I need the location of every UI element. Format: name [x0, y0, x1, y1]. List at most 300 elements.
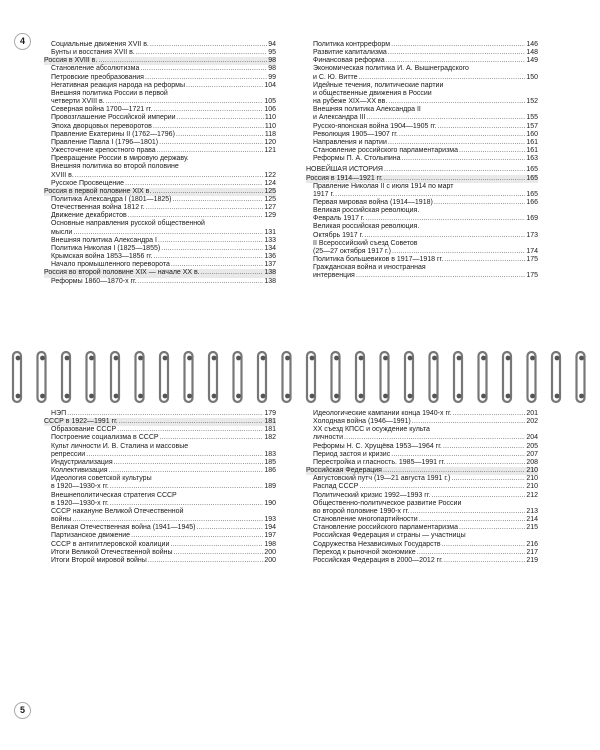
- toc-page-number: 163: [526, 155, 538, 163]
- toc-page-number: 157: [526, 122, 538, 130]
- dot-leader: [131, 532, 263, 540]
- dot-leader: [335, 191, 525, 199]
- toc-entry: [44, 253, 276, 261]
- toc-page-number: 193: [264, 516, 276, 524]
- toc-entry-title: Великая Отечественная война (1941—1945): [51, 524, 196, 532]
- dot-leader: [399, 131, 525, 139]
- toc-entry: [44, 492, 276, 500]
- toc-page-number: 106: [264, 106, 276, 114]
- toc-entry-title: Революция 1905—1907 гг.: [313, 130, 398, 138]
- toc-entry-title: Коллективизация: [51, 467, 108, 475]
- toc-page-number: 174: [526, 247, 538, 255]
- toc-entry: [44, 41, 276, 49]
- toc-entry-title: Северная война 1700—1721 гг.: [51, 106, 153, 114]
- toc-page-number: 133: [264, 236, 276, 244]
- toc-entry-title: Содружества Независимых Государств: [313, 540, 441, 548]
- toc-page-number: 179: [264, 410, 276, 417]
- toc-page-number: 201: [526, 410, 538, 417]
- toc-entry: [306, 434, 538, 442]
- toc-entry: [44, 172, 276, 180]
- toc-page-number: 138: [264, 269, 276, 277]
- toc-entry-title: Внешняя политика Александра II: [313, 106, 421, 114]
- toc-page-number: 210: [526, 475, 538, 483]
- toc-entry: [306, 183, 538, 191]
- toc-entry: [306, 240, 538, 248]
- toc-page-number: 120: [264, 138, 276, 146]
- toc-entry-title: СССР в 1922—1991 гг.: [44, 418, 118, 426]
- toc-page-number: 152: [526, 98, 538, 106]
- toc-entry: [306, 459, 538, 467]
- toc-entry-title: и С. Ю. Витте: [313, 73, 358, 81]
- toc-entry-title: Октябрь 1917 г.: [313, 231, 364, 239]
- dot-leader: [154, 253, 264, 261]
- dot-leader: [392, 248, 525, 256]
- toc-entry: [306, 492, 538, 500]
- toc-section-heading: [44, 188, 276, 196]
- dot-leader: [86, 451, 263, 459]
- dot-leader: [419, 516, 526, 524]
- binding-ring-icon: [234, 352, 242, 402]
- toc-entry-title: Направления и партии: [313, 138, 387, 146]
- toc-page-number: 104: [264, 81, 276, 89]
- toc-entry-title: Основные направления русской общественной: [51, 220, 205, 228]
- toc-entry: [306, 106, 538, 114]
- toc-page-number: 186: [264, 467, 276, 475]
- toc-page-number: 183: [264, 450, 276, 458]
- toc-page-number: 122: [264, 171, 276, 179]
- toc-entry-title: в 1920—1930-х гг.: [51, 483, 109, 491]
- toc-entry-title: Политический кризис 1992—1993 гг.: [313, 491, 431, 499]
- toc-entry-title: Эпоха дворцовых переворотов: [51, 122, 152, 130]
- toc-page-number: 210: [526, 483, 538, 491]
- dot-leader: [73, 229, 263, 237]
- toc-entry: [306, 114, 538, 122]
- toc-entry-title: Августовский путч (19—21 августа 1991 г.): [313, 475, 451, 483]
- page-number-bottom: 5: [14, 702, 31, 719]
- toc-entry-title: II Всероссийский съезд Советов: [313, 239, 418, 247]
- dot-leader: [114, 459, 264, 467]
- toc-entry-title: Холодная война (1946—1991): [313, 418, 411, 426]
- dot-leader: [148, 557, 264, 565]
- toc-page-number: 175: [526, 272, 538, 280]
- binding-ring-icon: [430, 352, 438, 402]
- toc-page-number: 150: [526, 73, 538, 81]
- binding-ring-icon: [38, 352, 46, 402]
- toc-entry: [44, 524, 276, 532]
- binding-ring-icon: [87, 352, 95, 402]
- toc-entry-title: Россия во второй половине XIX — начале XX в.: [44, 269, 200, 277]
- binding-ring-icon: [160, 352, 168, 402]
- toc-entry: [44, 74, 276, 82]
- toc-entry: [44, 278, 276, 286]
- toc-entry: [306, 418, 538, 426]
- toc-entry-title: 1917 г.: [313, 190, 335, 198]
- toc-page-number: 124: [264, 179, 276, 187]
- toc-page-number: 160: [526, 130, 538, 138]
- toc-page-number: 185: [264, 458, 276, 466]
- toc-entry: [306, 272, 538, 280]
- toc-entry: [306, 557, 538, 565]
- binding-ring-icon: [381, 352, 389, 402]
- toc-entry-title: войны: [51, 516, 72, 524]
- binding-ring-icon: [552, 352, 560, 402]
- toc-entry-title: Становление российского парламентаризма: [313, 524, 458, 532]
- toc-page-number: 129: [264, 212, 276, 220]
- toc-entry: [306, 541, 538, 549]
- dot-leader: [140, 65, 267, 73]
- toc-entry: [306, 207, 538, 215]
- dot-leader: [119, 418, 264, 426]
- dot-leader: [197, 524, 264, 532]
- toc-entry-title: Реформы 1860—1870-х гг.: [51, 277, 137, 285]
- toc-entry-title: Отечественная война 1812 г.: [51, 204, 145, 212]
- toc-page-number: 118: [264, 130, 276, 138]
- toc-entry: [306, 199, 538, 207]
- toc-entry-title: Развитие капитализма: [313, 49, 387, 57]
- toc-entry-title: Реформы Н. С. Хрущёва 1953—1964 гг.: [313, 442, 442, 450]
- dot-leader: [367, 114, 526, 122]
- toc-entry-title: Социальные движения XVII в.: [51, 41, 149, 48]
- dot-leader: [386, 57, 526, 65]
- toc-page-number: 110: [264, 122, 276, 130]
- toc-entry: [306, 74, 538, 82]
- toc-entry-title: Построение социализма в СССР: [51, 434, 159, 442]
- toc-entry: [44, 451, 276, 459]
- dot-leader: [110, 483, 264, 491]
- toc-page-number: 110: [264, 114, 276, 122]
- toc-entry: [306, 65, 538, 73]
- toc-entry-title: Реформы П. А. Столыпина: [313, 155, 401, 163]
- toc-column-bottom-right: [306, 410, 538, 565]
- toc-page-number: 198: [264, 540, 276, 548]
- toc-page-number: 166: [526, 198, 538, 206]
- toc-page-number: 149: [526, 57, 538, 65]
- dot-leader: [391, 451, 525, 459]
- dot-leader: [442, 541, 526, 549]
- dot-leader: [364, 232, 525, 240]
- dot-leader: [125, 180, 263, 188]
- dot-leader: [146, 204, 264, 212]
- toc-entry: [44, 459, 276, 467]
- toc-page-number: 205: [526, 442, 538, 450]
- toc-entry-title: четверти XVIII в.: [51, 98, 105, 106]
- dot-leader: [136, 49, 267, 57]
- toc-page-number: 95: [268, 49, 276, 57]
- binding-ring-icon: [111, 352, 119, 402]
- dot-leader: [446, 459, 525, 467]
- toc-entry: [306, 139, 538, 147]
- toc-page-number: 200: [264, 548, 276, 556]
- toc-entry-title: Гражданская война и иностранная: [313, 264, 426, 272]
- toc-column-top-right: [306, 41, 538, 281]
- toc-page-number: 190: [264, 499, 276, 507]
- toc-entry-title: Финансовая реформа: [313, 57, 385, 65]
- toc-entry-title: (25—27 октября 1917 г.): [313, 247, 391, 255]
- dot-leader: [384, 175, 525, 183]
- toc-entry: [44, 114, 276, 122]
- dot-leader: [75, 172, 264, 180]
- toc-page-number: 204: [526, 434, 538, 442]
- toc-page-number: 148: [526, 49, 538, 57]
- toc-entry: [44, 139, 276, 147]
- toc-page-number: 105: [264, 98, 276, 106]
- toc-entry-title: Российская Федерация в 2000—2012 гг.: [313, 556, 443, 564]
- toc-entry-title: Становление абсолютизма: [51, 65, 140, 73]
- binding-ring-icon: [62, 352, 70, 402]
- dot-leader: [388, 49, 526, 57]
- toc-entry: [44, 220, 276, 228]
- toc-page-number: 207: [526, 450, 538, 458]
- toc-entry: [44, 245, 276, 253]
- toc-page-number: 217: [526, 548, 538, 556]
- dot-leader: [173, 196, 264, 204]
- toc-entry-title: Переход к рыночной экономике: [313, 548, 416, 556]
- toc-entry: [44, 90, 276, 98]
- toc-entry: [306, 49, 538, 57]
- dot-leader: [444, 256, 525, 264]
- dot-leader: [145, 74, 267, 82]
- toc-entry-title: на рубеже XIX—XX вв.: [313, 98, 388, 106]
- toc-page-number: 175: [526, 256, 538, 264]
- toc-entry: [44, 434, 276, 442]
- dot-leader: [72, 516, 263, 524]
- toc-entry: [306, 90, 538, 98]
- toc-page-number: 98: [268, 65, 276, 73]
- toc-entry: [306, 426, 538, 434]
- toc-entry: [306, 57, 538, 65]
- toc-entry: [44, 508, 276, 516]
- dot-leader: [176, 131, 264, 139]
- dot-leader: [451, 475, 525, 483]
- dot-leader: [201, 269, 264, 277]
- toc-entry-title: НОВЕЙШАЯ ИСТОРИЯ: [306, 166, 383, 174]
- binding-ring-icon: [136, 352, 144, 402]
- toc-entry: [306, 508, 538, 516]
- page-number-top: 4: [14, 33, 31, 50]
- toc-entry-title: СССР накануне Великой Отечественной: [51, 507, 184, 515]
- dot-leader: [459, 524, 525, 532]
- dot-leader: [444, 557, 525, 565]
- binding-ring-icon: [307, 352, 315, 402]
- toc-page-number: 131: [264, 228, 276, 236]
- toc-entry-title: Политика Александра I (1801—1825): [51, 195, 172, 203]
- toc-entry-title: Россия в XVIII в.: [44, 57, 98, 65]
- toc-page-number: 173: [526, 231, 538, 239]
- toc-entry: [44, 131, 276, 139]
- toc-page-number: 161: [526, 147, 538, 155]
- toc-entry-title: Россия в первой половине XIX в.: [44, 187, 152, 195]
- toc-entry: [306, 123, 538, 131]
- toc-entry-title: Крымская война 1853—1856 гг.: [51, 253, 153, 261]
- dot-leader: [157, 147, 264, 155]
- dot-leader: [170, 541, 263, 549]
- dot-leader: [117, 426, 263, 434]
- toc-page-number: 136: [264, 253, 276, 261]
- toc-entry-title: Превращение России в мировую державу.: [51, 155, 189, 163]
- dot-leader: [412, 418, 526, 426]
- toc-entry: [306, 256, 538, 264]
- toc-entry-title: Общественно-политическое развитие России: [313, 499, 462, 507]
- toc-entry-title: Экономическая политика И. А. Вышнеградского: [313, 65, 469, 73]
- toc-entry-title: Идеология советской культуры: [51, 475, 152, 483]
- toc-entry-title: Внешняя политика Александра I: [51, 236, 157, 244]
- toc-entry: [306, 82, 538, 90]
- toc-entry-title: Негативная реакция народа на реформы: [51, 81, 186, 89]
- toc-page-number: 94: [268, 41, 276, 48]
- toc-entry: [306, 147, 538, 155]
- binding-ring-icon: [283, 352, 291, 402]
- toc-page-number: 169: [526, 215, 538, 223]
- toc-entry-title: интервенция: [313, 272, 355, 280]
- toc-page-number: 208: [526, 458, 538, 466]
- toc-section-heading: [306, 175, 538, 183]
- dot-leader: [110, 500, 264, 508]
- toc-entry-title: Петровские преобразования: [51, 73, 144, 81]
- toc-entry: [44, 549, 276, 557]
- toc-entry: [44, 500, 276, 508]
- toc-entry-title: Идейные течения, политические партии: [313, 81, 444, 89]
- toc-entry-title: во второй половине 1990-х гг.: [313, 507, 410, 515]
- toc-entry-title: в 1920—1930-х гг.: [51, 499, 109, 507]
- toc-entry: [44, 443, 276, 451]
- toc-entry: [306, 475, 538, 483]
- toc-page-number: 121: [264, 147, 276, 155]
- toc-entry-title: Политика контрреформ: [313, 41, 391, 48]
- dot-leader: [431, 492, 525, 500]
- toc-page-number: 181: [264, 426, 276, 434]
- toc-entry: [44, 532, 276, 540]
- toc-page-number: 125: [264, 187, 276, 195]
- toc-page-number: 210: [526, 467, 538, 475]
- toc-page-number: 137: [264, 261, 276, 269]
- binding-ring-icon: [13, 352, 21, 402]
- dot-leader: [384, 166, 525, 174]
- dot-leader: [159, 139, 263, 147]
- toc-page-number: 127: [264, 204, 276, 212]
- toc-entry-title: Культ личности И. В. Сталина и массовые: [51, 442, 189, 450]
- toc-entry: [306, 451, 538, 459]
- toc-entry-title: Перестройка и гласность. 1985—1991 гг.: [313, 458, 446, 466]
- toc-entry-title: репрессии: [51, 450, 86, 458]
- toc-entry-title: Начало промышленного переворота: [51, 261, 170, 269]
- toc-page-number: 165: [526, 174, 538, 182]
- toc-entry: [306, 443, 538, 451]
- binding-ring-icon: [258, 352, 266, 402]
- toc-entry-title: Идеологические кампании конца 1940-х гг.: [313, 410, 452, 417]
- toc-entry-title: Первая мировая война (1914—1918): [313, 198, 433, 206]
- toc-page-number: 181: [264, 418, 276, 426]
- dot-leader: [359, 483, 525, 491]
- toc-entry-title: Великая российская революция.: [313, 223, 420, 231]
- toc-entry: [44, 483, 276, 491]
- dot-leader: [459, 147, 525, 155]
- dot-leader: [359, 74, 526, 82]
- toc-entry: [306, 264, 538, 272]
- toc-entry-title: Внешняя политика России в первой: [51, 89, 168, 97]
- toc-entry-title: Становление многопартийности: [313, 516, 418, 524]
- toc-page-number: 200: [264, 556, 276, 564]
- dot-leader: [417, 549, 526, 557]
- dot-leader: [186, 82, 263, 90]
- binding-ring-icon: [528, 352, 536, 402]
- toc-entry-title: и общественные движения в России: [313, 89, 432, 97]
- binding-ring-icon: [577, 352, 585, 402]
- toc-entry-title: Внешняя политика во второй половине: [51, 163, 179, 171]
- toc-entry: [44, 65, 276, 73]
- toc-entry: [306, 155, 538, 163]
- dot-leader: [153, 123, 264, 131]
- dot-leader: [177, 114, 264, 122]
- toc-entry-title: Провозглашение Российской империи: [51, 114, 176, 122]
- toc-entry-title: СССР в антигитлеровской коалиции: [51, 540, 170, 548]
- toc-entry-title: Партизанское движение: [51, 532, 131, 540]
- dot-leader: [388, 139, 525, 147]
- toc-entry-title: Индустриализация: [51, 458, 113, 466]
- toc-entry-title: и Александра III: [313, 114, 366, 122]
- toc-entry-title: мысли: [51, 228, 73, 236]
- dot-leader: [438, 123, 526, 131]
- toc-entry: [44, 229, 276, 237]
- toc-page-number: 138: [264, 277, 276, 285]
- toc-entry: [44, 516, 276, 524]
- toc-entry: [44, 147, 276, 155]
- toc-entry-title: Движение декабристов: [51, 212, 127, 220]
- toc-entry: [306, 223, 538, 231]
- toc-entry-title: Бунты и восстания XVII в.: [51, 49, 135, 57]
- toc-entry: [44, 557, 276, 565]
- dot-leader: [434, 199, 525, 207]
- toc-entry-title: Становление российского парламентаризма: [313, 147, 458, 155]
- binding-ring-icon: [405, 352, 413, 402]
- toc-page-number: 125: [264, 195, 276, 203]
- toc-entry: [44, 49, 276, 57]
- toc-entry-title: Распад СССР: [313, 483, 359, 491]
- dot-leader: [410, 508, 525, 516]
- binding-ring-icon: [356, 352, 364, 402]
- toc-page-number: 214: [526, 516, 538, 524]
- toc-entry: [306, 483, 538, 491]
- toc-entry-title: Русско-японская война 1904—1905 гг.: [313, 122, 437, 130]
- toc-entry: [44, 426, 276, 434]
- toc-page-number: 165: [526, 166, 538, 174]
- toc-page-number: 202: [526, 418, 538, 426]
- toc-page-number: 219: [526, 556, 538, 564]
- dot-leader: [453, 410, 526, 418]
- toc-page-number: 197: [264, 532, 276, 540]
- toc-section-heading: [44, 269, 276, 277]
- toc-entry: [44, 82, 276, 90]
- toc-page-number: 134: [264, 244, 276, 252]
- toc-entry: [306, 191, 538, 199]
- toc-page-number: 213: [526, 507, 538, 515]
- toc-entry-title: Правление Николая II с июля 1914 по март: [313, 182, 454, 190]
- toc-page-number: 216: [526, 540, 538, 548]
- toc-entry: [44, 475, 276, 483]
- dot-leader: [443, 443, 525, 451]
- dot-leader: [160, 434, 264, 442]
- toc-entry: [306, 516, 538, 524]
- toc-entry-title: Российская Федерация и страны — участницы: [313, 532, 466, 540]
- dot-leader: [402, 155, 526, 163]
- toc-entry-title: НЭП: [51, 410, 67, 417]
- toc-entry-title: личности: [313, 434, 344, 442]
- toc-entry: [306, 41, 538, 49]
- dot-leader: [344, 434, 525, 442]
- toc-entry: [306, 549, 538, 557]
- dot-leader: [152, 188, 263, 196]
- toc-entry-title: Политика Николая I (1825—1855): [51, 244, 161, 252]
- dot-leader: [391, 41, 525, 49]
